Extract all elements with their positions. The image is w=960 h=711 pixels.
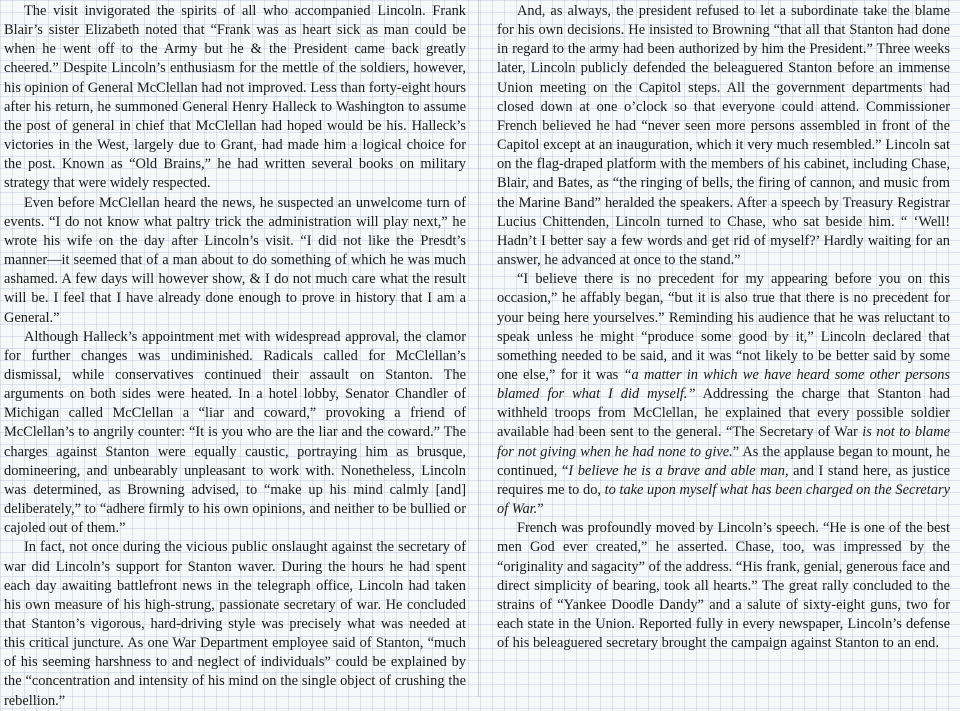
text-run: ” As the applause began to mount, he continued, “ (497, 443, 950, 479)
paragraph: Although Halleck’s appointment met with widespread approval, the clamor for further changes was undiminished. Radicals called for McClellan’s dismissal, while conservatives continued their assault on Stanton. The arguments on both sides were heated. In a hotel lobby, Senator Chandler of Michigan called McClellan a “liar and coward,” provoking a friend of McClellan’s to angrily counter: “It is you who are the liar and the coward.” The charges against Stanton were equally caustic, portraying him as brusque, domineering, and unbearably unpleasant to work with. Nonetheless, Lincoln was determined, as Browning advised, to “make up his mind calmly [and] deliberately,” to “adhere firmly to his own opinions, and neither to be bullied or cajoled out of them.” (4, 328, 466, 537)
italic-quote: “a matter in which we have heard some other persons blamed for what I did myself.” (497, 366, 950, 403)
text-run: ” (537, 501, 544, 518)
text-run: and I stand here, as justice requires me to do, (497, 462, 950, 498)
left-page (0, 0, 478, 709)
paragraph (497, 270, 950, 519)
paragraph: Even before McClellan heard the news, he suspected an unwelcome turn of events. “I do not know what paltry trick the administration will play next,” he wrote his wife on the day after Lincoln’s visit. “I did not like the Presdt’s manner—it seemed that of a man about to do something of which he was much ashamed. A few days will however show, & I do not much care what the result will be. I feel that I have already done enough to prove in history that I am a General.” (4, 194, 466, 326)
italic-quote: I believe he is a brave and able man, (568, 462, 789, 479)
paragraph: And, as always, the president refused to let a subordinate take the blame for his own decisions. He insisted to Browning “that all that Stanton had done in regard to the army had been authorized by him the President.” Three weeks later, Lincoln publicly defended the beleaguered Stanton before an immense Union meeting on the Capitol steps. All the government departments had closed down at one o’clock so that everyone could attend. Commissioner French believed he had “never seen more persons assembled in front of the Capitol except at an inauguration, which it very much resembled.” Lincoln sat on the flag-draped platform with the members of his cabinet, including Chase, Blair, and Bates, as “the ringing of bells, the firing of cannon, and music from the Marine Band” heralded the speakers. After a speech by Treasury Registrar Lucius Chittenden, Lincoln turned to Chase, who sat beside him. “ ‘Well! Hadn’t I better say a few words and get rid of myself?’ Hardly waiting for an answer, he advanced at once to the stand.” (497, 3, 950, 269)
paragraph: French was profoundly moved by Lincoln’s speech. “He is one of the best men God ever created,” he asserted. Chase, too, was impressed by the “originality and sagacity” of the address. “His frank, genial, generous face and direct simplicity of bearing, took all hearts.” The great rally concluded to the strains of “Yankee Doodle Dandy” and a salute of sixty-eight guns, two for each state in the Union. Reported fully in every newspaper, Lincoln’s defense of his beleaguered secretary brought the campaign against Stanton to an end. (497, 520, 950, 652)
paragraph: In fact, not once during the vicious public onslaught against the secretary of war did Lincoln’s support for Stanton waver. During the hours he had spent each day awaiting battlefront news in the telegraph office, Lincoln had taken his own measure of his high-strung, passionate secretary of war. He concluded that Stanton’s vigorous, hard-driving style was precisely what was needed at this critical juncture. As one War Department employee said of Stanton, “much of his seeming harshness to and neglect of individuals” could be explained by the “concentration and intensity of his mind on the single object of crushing the rebellion.” (4, 539, 466, 709)
text-run: Addressing the charge that Stanton had withheld troops from McClellan, he explained that every possible soldier available had been sent to the general. “The Secretary of War (497, 386, 950, 441)
text-run: “I believe there is no precedent for my appearing before you on this occasion,” he affably began, “but it is also true that there is no precedent for your being here yourselves.” Reminding his audience that he was reluctant to speak unless he might “produce some good by it,” Lincoln declared that something needed to be said, and it was “not likely to be better said by some one else,” for it was (497, 271, 950, 383)
italic-quote: to take upon myself what has been charged on the Secretary of War. (497, 481, 950, 518)
paragraph: The visit invigorated the spirits of all who accompanied Lincoln. Frank Blair’s sister Elizabeth noted that “Frank was as heart sick as man could be when he went off to the Army but he & the President came back greatly cheered.” Despite Lincoln’s enthusiasm for the mettle of the soldiers, however, his opinion of General McClellan had not improved. Less than forty-eight hours after his return, he summoned General Henry Halleck to Washington to assume the post of general in chief that McClellan had hoped would be his. Halleck’s victories in the West, largely due to Grant, had made him a logical choice for the post. Known as “Old Brains,” he had written several books on military strategy that were widely respected. (4, 3, 466, 192)
right-page (478, 0, 960, 697)
italic-quote: is not to blame for not giving when he had none to give. (497, 424, 950, 460)
